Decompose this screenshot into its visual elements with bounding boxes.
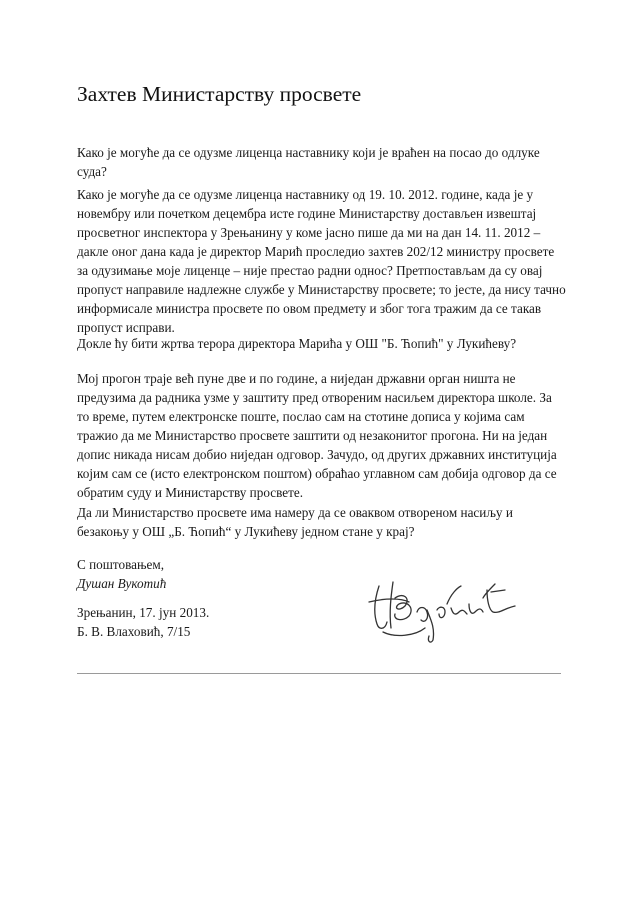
handwritten-signature [365,568,525,648]
horizontal-divider [77,673,561,674]
address: Б. В. Влаховић, 7/15 [77,624,191,639]
paragraph-question-license: Како је могуће да се одузме лиценца наставнику који је враћен на посао до одлуке суда? [77,145,540,179]
closing-salutation: С поштовањем, [77,557,165,572]
paragraph-persecution: Мој прогон траје већ пуне две и по године, а ниједан државни орган ништа не предузима да радника узме у заштиту пред отвореним насиљем директора школе. За то време, путем електронске поште, послао сам на стотине дописа у којима сам тражио да ме Министарство просвете заштити од незаконитог прогона. Ни на један допис никада нисам добио ниједан одговор. Зачудо, од других државних институција којим сам се (исто електронском поштом) обраћао углавном сам добија одговор да се обратим суду и Министарству просвете. [77,371,557,500]
signer-name: Душан Вукотић [77,576,167,591]
paragraph-explanation: Како је могуће да се одузме лиценца наставнику од 19. 10. 2012. године, када је у новембру или почетком децембра исте године Министарству достављен извештај просветног инспектора у Зрењанину у коме јасно пише да ми на дан 14. 11. 2012 – дакле оног дана када је директор Марић проследио захтев 202/12 министру просвете за одузимање моје лиценце – није престао радни однос? Претпостављам да су овај пропуст направиле надлежне службе у Министарству просвете; то јесте, да нису тачно информисале министра просвете по овом предмету и због тога тражим да се такав пропуст исправи. [77,187,566,335]
page-title: Захтев Министарству просвете [77,82,362,106]
place-date: Зрењанин, 17. јун 2013. [77,605,210,620]
paragraph-final-question: Да ли Министарство просвете има намеру да се оваквом отвореном насиљу и безакоњу у ОШ „Б. Ћопић“ у Лукићеву једном стане у крај? [77,505,513,539]
paragraph-question-terror: Докле ћу бити жртва терора директора Марића у ОШ "Б. Ћопић" у Лукићеву? [77,336,517,351]
